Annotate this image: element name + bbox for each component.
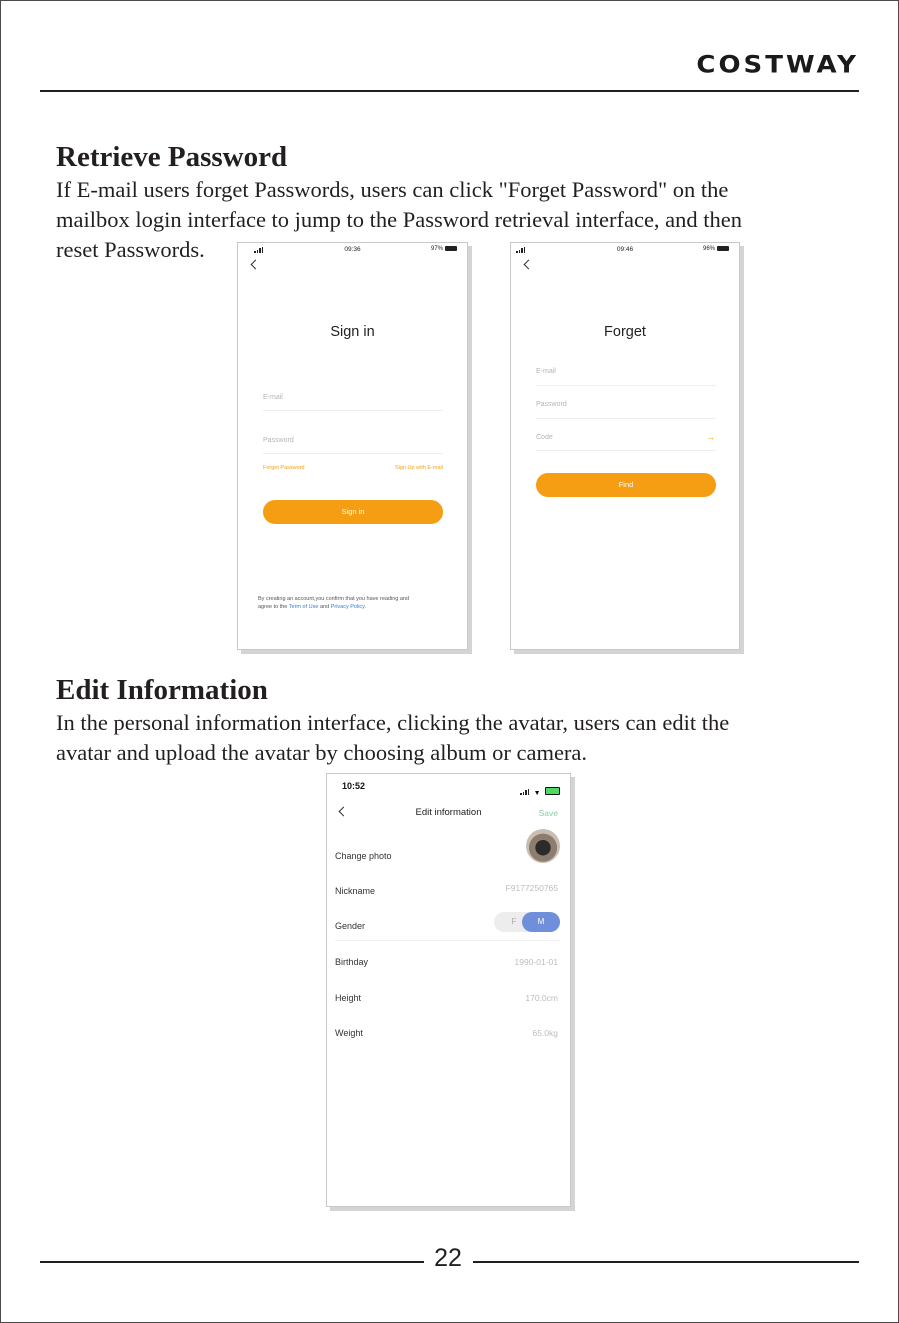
change-photo-label[interactable]: Change photo: [335, 851, 392, 861]
birthday-value[interactable]: 1990-01-01: [514, 957, 558, 967]
status-icons: [520, 782, 560, 800]
battery-icon: [717, 246, 729, 251]
battery-charging-icon: [545, 787, 560, 795]
edit-info-title: Edit information: [415, 807, 482, 818]
password-field[interactable]: Password: [536, 401, 567, 408]
edit-line-2: avatar and upload the avatar by choosing album or camera.: [56, 740, 588, 765]
battery-indicator: [703, 246, 729, 252]
privacy-policy-link[interactable]: Privacy Policy.: [330, 604, 367, 610]
retrieve-password-heading: Retrieve Password: [56, 141, 288, 173]
status-bar: [511, 243, 739, 257]
email-field[interactable]: E-mail: [263, 394, 283, 401]
signal-icon: [516, 247, 525, 255]
find-button[interactable]: Find: [536, 473, 716, 497]
legal-prefix: agree to the: [258, 604, 288, 610]
retrieve-line-1: If E-mail users forget Passwords, users can click "Forget Password" on the: [56, 177, 729, 202]
save-button[interactable]: Save: [538, 808, 558, 818]
forget-title: Forget: [604, 324, 646, 340]
signal-icon: [254, 247, 263, 255]
email-field[interactable]: E-mail: [536, 368, 556, 375]
height-label: Height: [335, 993, 362, 1003]
battery-indicator: [431, 246, 457, 252]
password-underline: [263, 453, 443, 454]
edit-line-1: In the personal information interface, clicking the avatar, users can edit the: [56, 710, 730, 735]
terms-of-use-link[interactable]: Term of Use: [288, 604, 319, 610]
legal-line-2: [258, 603, 409, 611]
nickname-value[interactable]: F9177250765: [505, 883, 558, 893]
email-underline: [536, 385, 716, 386]
send-code-arrow-icon[interactable]: →: [706, 432, 715, 442]
status-bar: [238, 243, 467, 257]
page-number: 22: [434, 1244, 462, 1272]
forget-screenshot: [510, 242, 740, 650]
row-divider: [335, 940, 560, 941]
wifi-icon: ▼: [533, 790, 541, 797]
gender-toggle[interactable]: [494, 912, 560, 932]
retrieve-line-3: reset Passwords.: [56, 237, 205, 262]
battery-percent: 96%: [702, 246, 715, 253]
email-underline: [263, 410, 443, 411]
brand-logo: COSTWAY: [696, 51, 859, 79]
password-field[interactable]: Password: [263, 437, 294, 444]
footer-rule-left: [40, 1261, 424, 1263]
status-time: 09:36: [344, 246, 361, 253]
signal-icon: [520, 789, 529, 795]
gender-option-m[interactable]: M: [522, 912, 560, 932]
signin-button[interactable]: Sign in: [263, 500, 443, 524]
nickname-label: Nickname: [335, 886, 376, 896]
code-field[interactable]: Code: [536, 434, 553, 441]
status-time: 09:46: [616, 246, 634, 253]
legal-notice: [258, 595, 409, 611]
edit-information-heading: Edit Information: [56, 674, 268, 706]
password-underline: [536, 418, 716, 419]
code-underline: [536, 450, 716, 451]
footer-rule-right: [473, 1261, 859, 1263]
height-value[interactable]: 170.0cm: [525, 993, 558, 1003]
back-chevron-icon[interactable]: [524, 260, 534, 270]
weight-value[interactable]: 65.0kg: [532, 1028, 558, 1038]
weight-label: Weight: [335, 1028, 363, 1038]
gender-label: Gender: [335, 921, 366, 931]
battery-icon: [445, 246, 457, 251]
legal-and: and: [319, 604, 330, 610]
signin-screenshot: [237, 242, 468, 650]
header-rule: [40, 90, 859, 92]
signup-email-link[interactable]: Sign Up with E-mail: [395, 465, 443, 471]
birthday-label: Birthday: [335, 957, 369, 967]
legal-line-1: By creating an account,you confirm that you have reading and: [258, 596, 410, 602]
edit-info-screenshot: [326, 773, 571, 1207]
gender-option-f[interactable]: F: [511, 917, 517, 926]
edit-information-paragraph: [56, 708, 729, 768]
retrieve-line-2: mailbox login interface to jump to the Password retrieval interface, and then: [56, 207, 743, 232]
signin-title: Sign in: [330, 324, 375, 340]
avatar[interactable]: [526, 829, 560, 863]
battery-percent: 97%: [430, 246, 443, 253]
status-time: 10:52: [342, 781, 366, 791]
forget-password-link[interactable]: Forget Password: [263, 465, 305, 471]
back-chevron-icon[interactable]: [251, 260, 261, 270]
